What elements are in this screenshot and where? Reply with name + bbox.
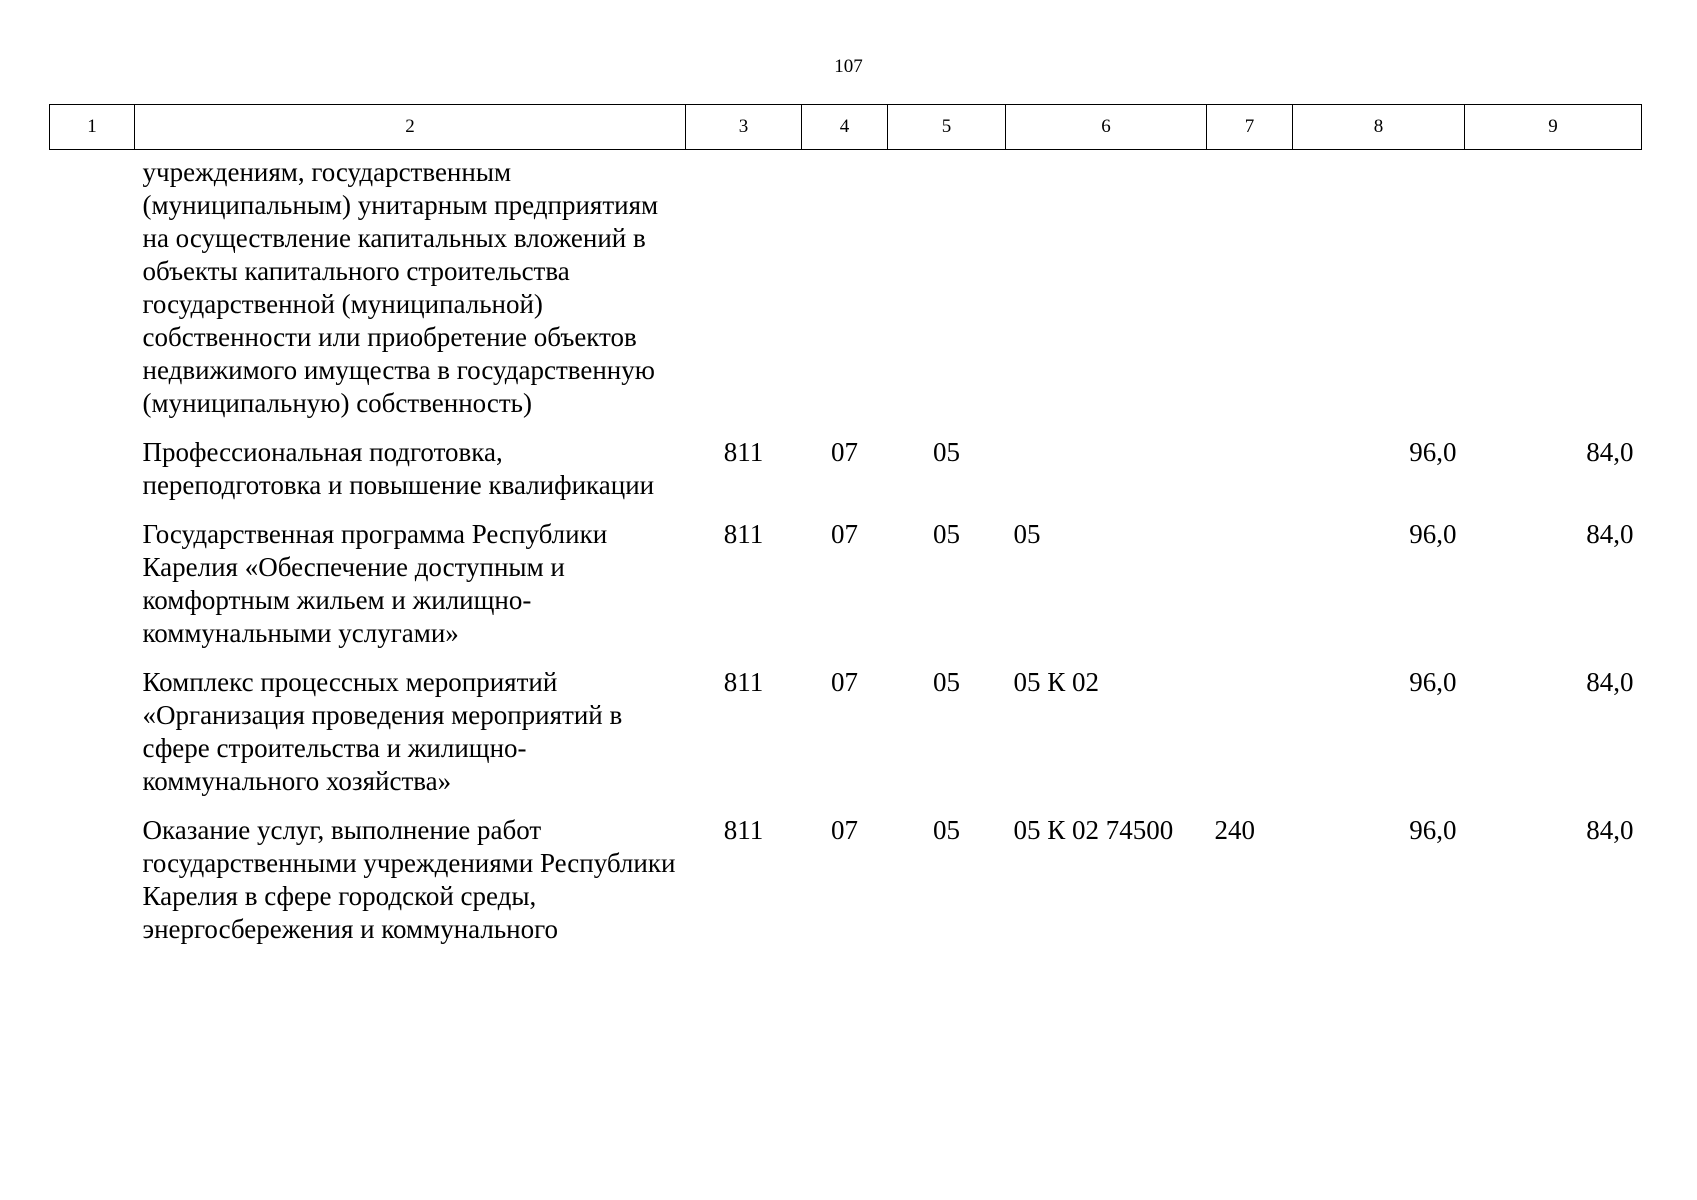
row-ministry-code-cell: 811 [723, 519, 764, 549]
row-target-article-cell: 05 [1013, 519, 1041, 549]
row-expense-type-cell [1207, 666, 1293, 814]
table-header [50, 105, 1642, 150]
table-row [50, 518, 1642, 666]
row-expense-type-cell: 240 [1214, 815, 1255, 845]
budget-table [49, 104, 1642, 962]
row-ministry-code-cell: 811 [723, 815, 764, 845]
header-col-2: 2 [135, 105, 686, 150]
row-amount-1-cell: 96,0 [1409, 437, 1457, 467]
header-col-7: 7 [1207, 105, 1293, 150]
row-ministry-code-cell [686, 150, 802, 437]
header-col-5: 5 [888, 105, 1006, 150]
row-name-cell: Государственная программа Республики Карелия «Обеспечение доступным и комфортным жильем и жилищно-коммунальными услугами» [142, 519, 608, 648]
row-ministry-code-cell: 811 [723, 667, 764, 697]
row-name-cell: учреждениям, государственным (муниципальным) унитарным предприятиям на осуществление капитальных вложений в объекты капитального строительства государственной (муниципальной) собственности или приобретение объектов недвижимого имущества в государственную (муниципальную) собственность) [142, 157, 659, 418]
row-amount-2-cell: 84,0 [1586, 667, 1634, 697]
row-number-cell [50, 436, 135, 518]
row-amount-2-cell: 84,0 [1586, 519, 1634, 549]
row-amount-2-cell: 84,0 [1586, 437, 1634, 467]
table-row [50, 666, 1642, 814]
header-row [50, 105, 1642, 150]
row-target-article-cell: 05 К 02 [1013, 667, 1100, 697]
header-col-1: 1 [50, 105, 135, 150]
row-expense-type-cell [1207, 150, 1293, 437]
row-name-cell: Профессиональная подготовка, переподготовка и повышение квалификации [142, 437, 655, 500]
row-target-article-cell: 05 К 02 74500 [1013, 815, 1174, 845]
row-subsection-cell [888, 150, 1006, 437]
row-name-cell: Оказание услуг, выполнение работ государственными учреждениями Республики Карелия в сфере городской среды, энергосбережения и коммунального [142, 815, 676, 944]
header-col-9: 9 [1465, 105, 1642, 150]
row-subsection-cell: 05 [933, 815, 960, 845]
row-target-article-cell [1006, 436, 1207, 518]
row-subsection-cell: 05 [933, 437, 960, 467]
row-number-cell [50, 814, 135, 962]
header-col-4: 4 [802, 105, 888, 150]
row-number-cell [50, 518, 135, 666]
header-col-3: 3 [686, 105, 802, 150]
row-expense-type-cell [1207, 518, 1293, 666]
row-amount-1-cell [1293, 150, 1465, 437]
table-row [50, 436, 1642, 518]
row-section-cell: 07 [831, 437, 858, 467]
row-section-cell: 07 [831, 519, 858, 549]
row-section-cell: 07 [831, 815, 858, 845]
row-name-cell: Комплекс процессных мероприятий «Организация проведения мероприятий в сфере строительства и жилищно-коммунального хозяйства» [142, 667, 623, 796]
row-target-article-cell [1006, 150, 1207, 437]
row-subsection-cell: 05 [933, 667, 960, 697]
row-amount-2-cell: 84,0 [1586, 815, 1634, 845]
row-amount-2-cell [1465, 150, 1642, 437]
row-ministry-code-cell: 811 [723, 437, 764, 467]
row-subsection-cell: 05 [933, 519, 960, 549]
row-number-cell [50, 150, 135, 437]
table-row [50, 814, 1642, 962]
row-section-cell: 07 [831, 667, 858, 697]
row-expense-type-cell [1207, 436, 1293, 518]
table-row [50, 150, 1642, 437]
page-number: 107 [834, 56, 863, 77]
row-number-cell [50, 666, 135, 814]
header-col-8: 8 [1293, 105, 1465, 150]
row-amount-1-cell: 96,0 [1409, 815, 1457, 845]
header-col-6: 6 [1006, 105, 1207, 150]
table-body [50, 150, 1642, 963]
row-amount-1-cell: 96,0 [1409, 519, 1457, 549]
row-section-cell [802, 150, 888, 437]
row-amount-1-cell: 96,0 [1409, 667, 1457, 697]
